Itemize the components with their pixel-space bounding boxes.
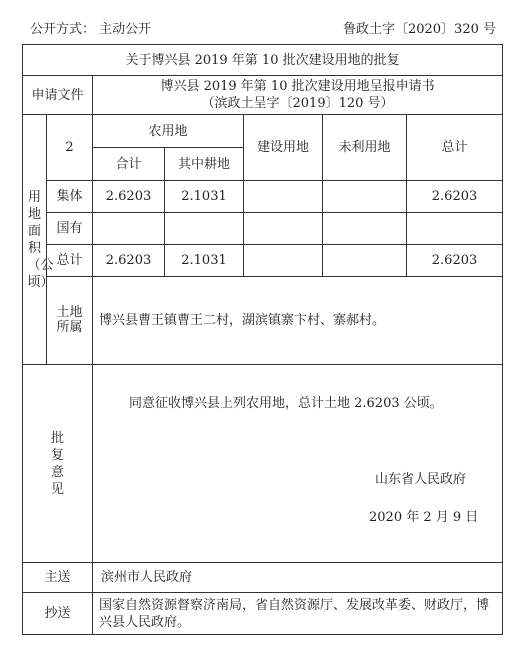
application-label: 申请文件 (23, 76, 93, 115)
table-row (23, 213, 503, 245)
disclosure-method: 公开方式： 主动公开 (30, 22, 152, 37)
row-label-state: 国有 (47, 213, 93, 245)
approval-label: 批复意见 (50, 430, 64, 497)
cc-value: 国家自然资源督察济南局，省自然资源厅、发展改革委、财政厅，博兴县人民政府。 (93, 593, 503, 635)
header-arable: 其中耕地 (165, 148, 244, 181)
ownership-label: 土地所属 (56, 305, 83, 335)
document-title: 关于博兴县 2019 年第 10 批次建设用地的批复 (23, 45, 503, 76)
land-area-label: 用地面积（公顷） (27, 189, 54, 290)
header-total: 总计 (407, 115, 503, 181)
table-row (23, 181, 503, 213)
cell-subtotal (93, 213, 165, 245)
approval-org: 山东省人民政府 (375, 472, 467, 487)
cc-label: 抄送 (23, 593, 93, 635)
cell-arable: 2.1031 (165, 181, 244, 213)
cell-arable: 2.1031 (165, 245, 244, 277)
main-recipient-value: 滨州市人民政府 (93, 563, 503, 593)
cell-construction (244, 245, 323, 277)
approval-text: 同意征收博兴县上列农用地，总计土地 2.6203 公顷。 (129, 396, 443, 411)
approval-content (93, 365, 503, 563)
row-label-total: 总计 (47, 245, 93, 277)
cell-total: 2.6203 (407, 181, 503, 213)
land-area-side-label (23, 115, 54, 365)
approval-label-cell (23, 365, 93, 563)
cell-subtotal: 2.6203 (93, 245, 165, 277)
approval-form-table (22, 44, 503, 635)
cell-unused (323, 213, 407, 245)
ownership-text: 博兴县曹王镇曹王二村，湖滨镇寨卞村、寨郝村。 (93, 277, 503, 365)
header-agricultural: 农用地 (93, 115, 244, 148)
cell-subtotal: 2.6203 (93, 181, 165, 213)
cell-total: 2.6203 (407, 245, 503, 277)
table-row (23, 245, 503, 277)
header-unused: 未利用地 (323, 115, 407, 181)
corner-cell: 2 (47, 115, 93, 181)
cell-unused (323, 245, 407, 277)
cell-arable (165, 213, 244, 245)
row-label-collective: 集体 (47, 181, 93, 213)
cell-construction (244, 213, 323, 245)
main-recipient-label: 主送 (23, 563, 93, 593)
application-content (93, 76, 503, 115)
cell-construction (244, 181, 323, 213)
header-subtotal: 合计 (93, 148, 165, 181)
approval-date: 2020 年 2 月 9 日 (369, 510, 479, 525)
application-line-2: （滨政土呈字〔2019〕120 号） (201, 96, 394, 111)
cell-unused (323, 181, 407, 213)
document-number: 鲁政土字〔2020〕320 号 (342, 22, 496, 37)
header-construction: 建设用地 (244, 115, 323, 181)
application-line-1: 博兴县 2019 年第 10 批次建设用地呈报申请书 (160, 79, 435, 94)
cell-total (407, 213, 503, 245)
